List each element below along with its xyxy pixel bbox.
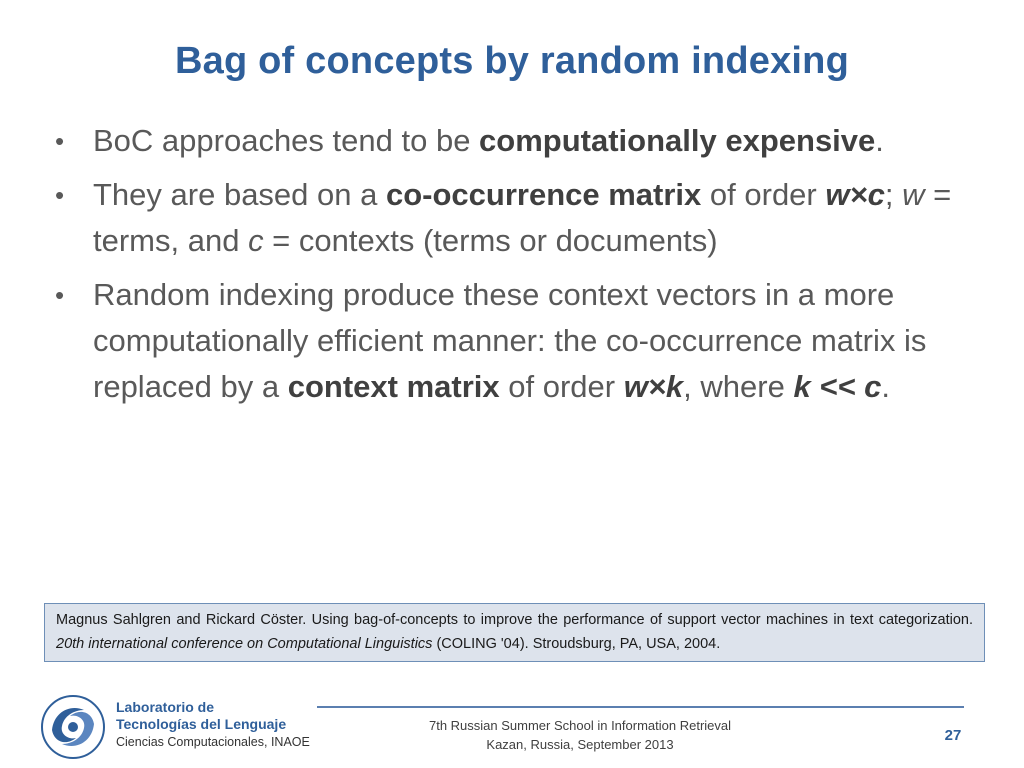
bullet-marker: •	[55, 180, 65, 210]
lab-affiliation: Ciencias Computacionales, INAOE	[116, 735, 310, 749]
bullet-marker: •	[55, 280, 65, 310]
footer-rule	[317, 706, 964, 708]
reference-authors: Magnus Sahlgren and Rickard Cöster. Using bag-of-concepts to improve the performance of support vector machines in text categorization.	[56, 612, 973, 628]
bullet-text: They are based on a co-occurrence matrix of order w×c; w = terms, and c = contexts (terms or documents)	[93, 177, 952, 258]
bullet-marker: •	[55, 126, 65, 156]
reference-venue: 20th international conference on Computational Linguistics	[56, 636, 433, 652]
conference-name: 7th Russian Summer School in Information Retrieval	[428, 718, 732, 733]
bullet-item	[52, 172, 972, 264]
conference-info	[400, 716, 760, 754]
bullet-list	[52, 118, 972, 418]
bullet-text: BoC approaches tend to be computationally expensive.	[93, 123, 884, 158]
lab-logo-icon	[40, 694, 106, 760]
slide-title: Bag of concepts by random indexing	[175, 40, 849, 82]
bullet-text: Random indexing produce these context vectors in a more computationally efficient manner: the co-occurrence matrix is replaced by a context matrix of order w×k, where k << c.	[93, 277, 927, 404]
lab-name-line2: Tecnologías del Lenguaje	[116, 716, 287, 732]
bullet-item	[52, 118, 972, 164]
page-number: 27	[944, 727, 962, 744]
bullet-item	[52, 272, 972, 410]
reference-tail: (COLING '04). Stroudsburg, PA, USA, 2004.	[432, 636, 721, 652]
conference-location: Kazan, Russia, September 2013	[486, 737, 674, 752]
reference-box	[44, 603, 985, 662]
lab-name-line1: Laboratorio de	[116, 699, 215, 715]
lab-logo	[40, 694, 340, 760]
